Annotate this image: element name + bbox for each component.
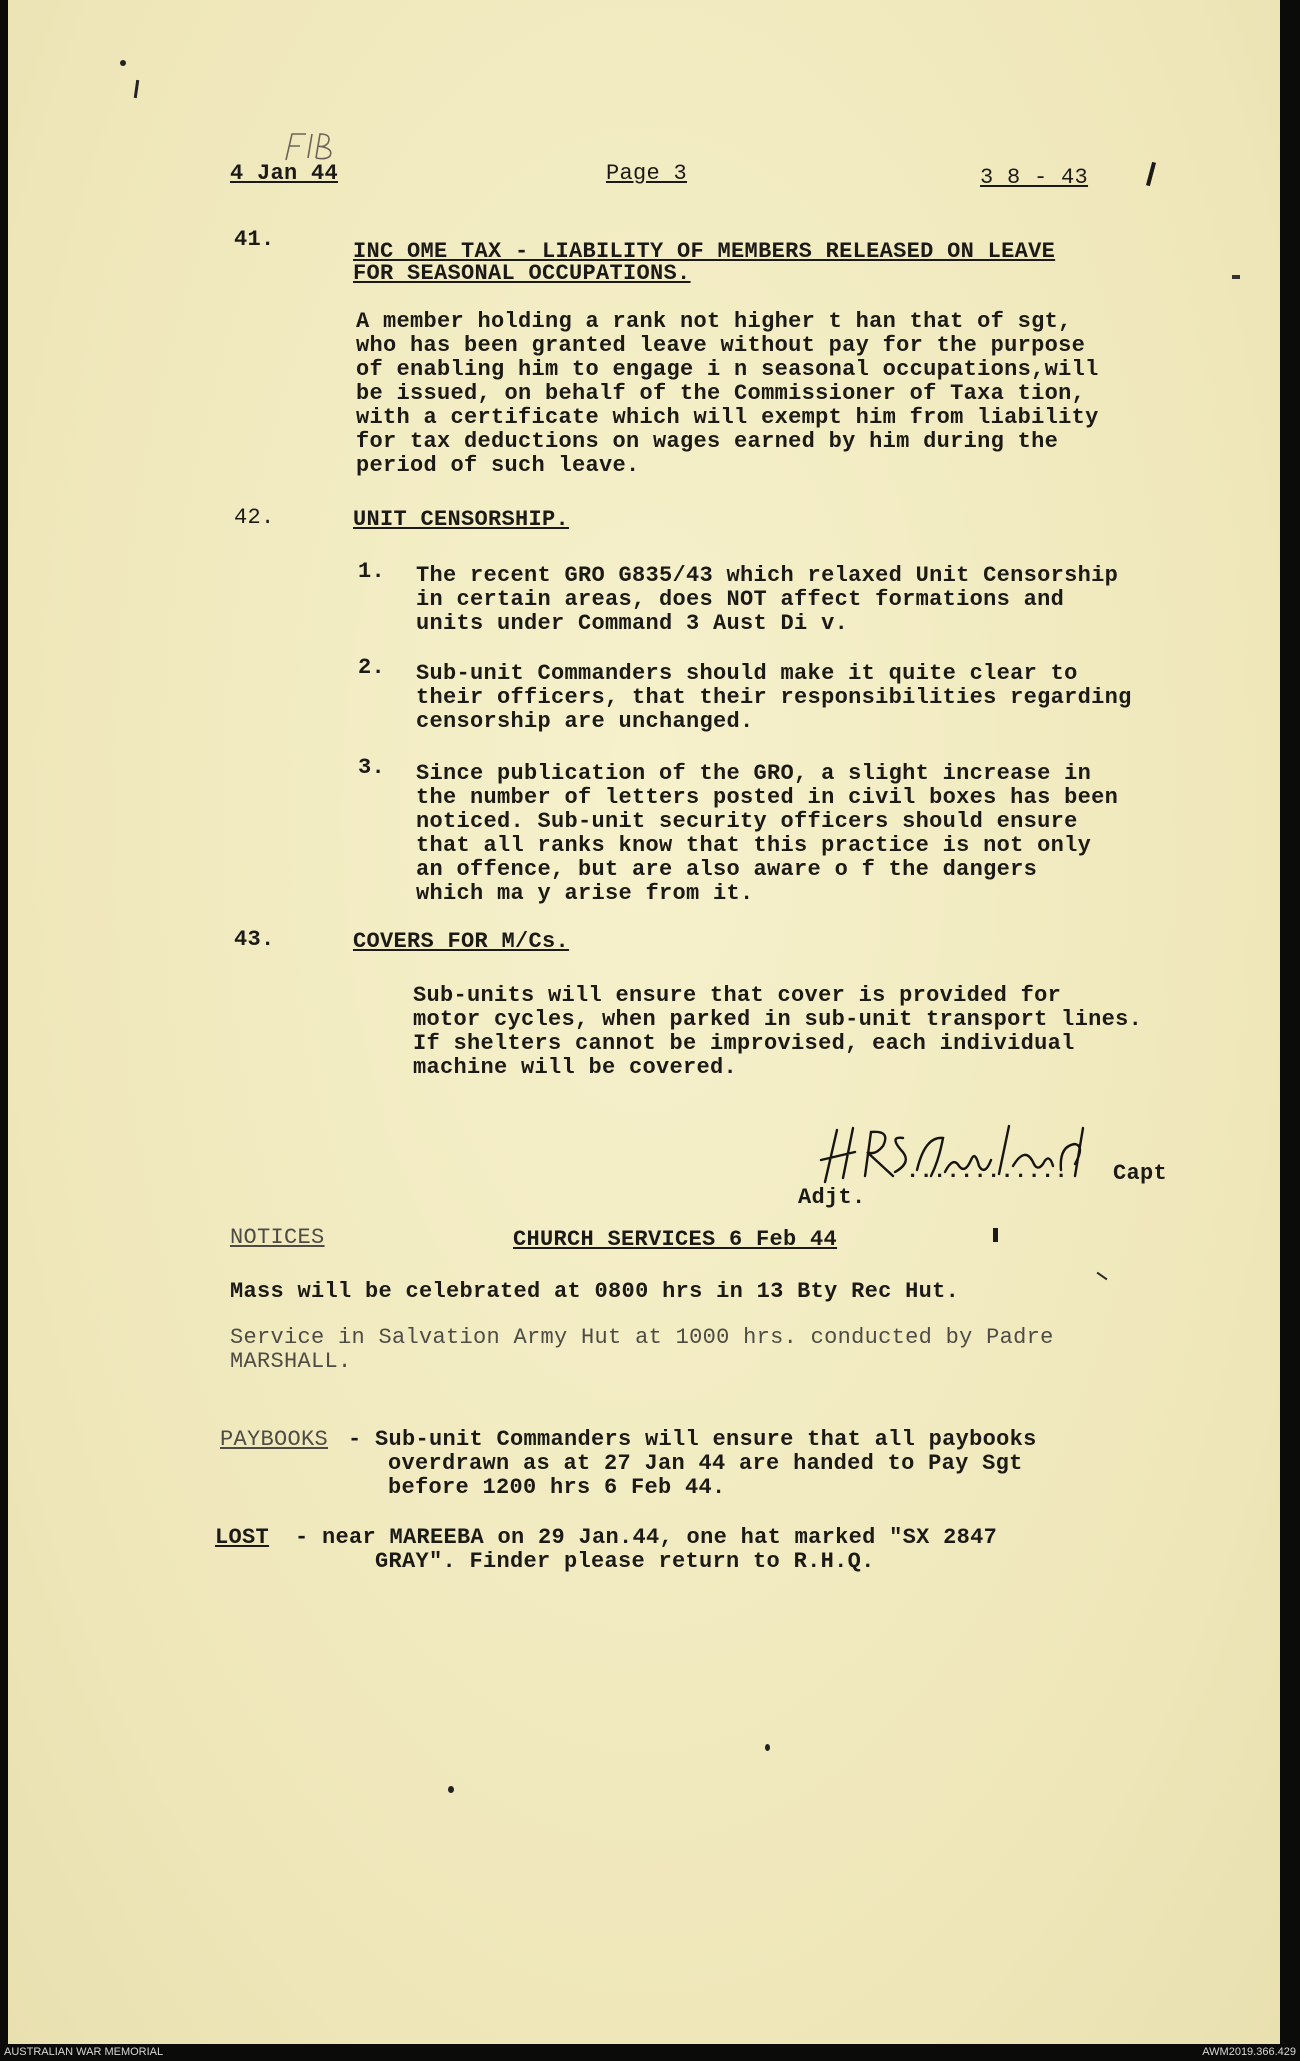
text-line: The recent GRO G835/43 which relaxed Unit Censorship	[416, 563, 1119, 588]
paybooks-label: PAYBOOKS	[220, 1427, 329, 1452]
text-line: - Sub-unit Commanders will ensure that all paybooks	[348, 1427, 1037, 1452]
service-notice: MARSHALL.	[230, 1349, 352, 1374]
ink-mark	[134, 80, 139, 98]
footer-right: AWM2019.366.429	[1202, 2046, 1296, 2058]
text-line: Sub-unit Commanders should make it quite clear to	[416, 661, 1078, 686]
text-line: Sub-units will ensure that cover is provided for	[413, 983, 1062, 1008]
text-line: that all ranks know that this practice is not only	[416, 833, 1092, 858]
ink-mark	[1232, 275, 1240, 279]
item-body	[356, 310, 1099, 478]
text-line: A member holding a rank not higher t han that of sgt,	[356, 309, 1072, 334]
signature-rank: Capt	[1113, 1161, 1168, 1186]
ink-mark	[1097, 1272, 1108, 1281]
text-line: units under Command 3 Aust Di v.	[416, 611, 849, 636]
signature-dots: ............	[906, 1159, 1069, 1184]
ink-mark	[993, 1228, 998, 1242]
subitem-body	[416, 564, 1118, 636]
text-line: - near MAREEBA on 29 Jan.44, one hat marked "SX 2847	[295, 1525, 998, 1550]
signature	[813, 1116, 1103, 1196]
ink-mark	[448, 1786, 454, 1793]
church-services-title: CHURCH SERVICES 6 Feb 44	[513, 1227, 838, 1252]
subitem-number: 2.	[358, 655, 386, 680]
text-line: before 1200 hrs 6 Feb 44.	[388, 1475, 726, 1500]
page-number: Page 3	[606, 161, 688, 186]
text-line: censorship are unchanged.	[416, 709, 754, 734]
text-line: their officers, that their responsibilities regarding	[416, 685, 1132, 710]
item-title: COVERS FOR M/Cs.	[353, 929, 570, 954]
item-title: INC OME TAX - LIABILITY OF MEMBERS RELEASED ON LEAVE	[353, 239, 1056, 264]
item-number: 43.	[234, 927, 275, 952]
handwritten-tick	[1146, 162, 1156, 186]
item-number: 42.	[234, 505, 275, 530]
document-date: 4 Jan 44	[230, 161, 339, 186]
text-line: overdrawn as at 27 Jan 44 are handed to Pay Sgt	[388, 1451, 1023, 1476]
ink-mark	[765, 1744, 770, 1751]
ink-mark	[120, 60, 126, 66]
item-title: FOR SEASONAL OCCUPATIONS.	[353, 261, 691, 286]
text-line: motor cycles, when parked in sub-unit transport lines.	[413, 1007, 1143, 1032]
text-line: which ma y arise from it.	[416, 881, 754, 906]
document-page	[8, 0, 1280, 2044]
lost-label: LOST	[215, 1525, 270, 1550]
text-line: noticed. Sub-unit security officers should ensure	[416, 809, 1078, 834]
subitem-number: 1.	[358, 559, 386, 584]
text-line: If shelters cannot be improvised, each individual	[413, 1031, 1075, 1056]
item-body	[413, 984, 1142, 1080]
footer-left: AUSTRALIAN WAR MEMORIAL	[4, 2046, 164, 2058]
text-line: the number of letters posted in civil boxes has been	[416, 785, 1119, 810]
mass-notice: Mass will be celebrated at 0800 hrs in 13 Bty Rec Hut.	[230, 1279, 960, 1304]
text-line: an offence, but are also aware o f the dangers	[416, 857, 1038, 882]
lost-notice	[295, 1526, 997, 1574]
subitem-number: 3.	[358, 755, 386, 780]
item-number: 41.	[234, 227, 275, 252]
paybooks-notice	[348, 1428, 1037, 1500]
signature-role: Adjt.	[798, 1185, 866, 1210]
text-line: period of such leave.	[356, 453, 640, 478]
text-line: who has been granted leave without pay for the purpose	[356, 333, 1086, 358]
subitem-body	[416, 662, 1132, 734]
item-title: UNIT CENSORSHIP.	[353, 507, 570, 532]
text-line: with a certificate which will exempt him from liability	[356, 405, 1099, 430]
subitem-body	[416, 762, 1118, 906]
text-line: machine will be covered.	[413, 1055, 738, 1080]
service-notice: Service in Salvation Army Hut at 1000 hrs. conducted by Padre	[230, 1325, 1054, 1350]
document-reference: 3 8 - 43	[980, 165, 1089, 190]
text-line: of enabling him to engage i n seasonal occupations,will	[356, 357, 1099, 382]
notices-label: NOTICES	[230, 1225, 325, 1250]
text-line: for tax deductions on wages earned by him during the	[356, 429, 1059, 454]
text-line: Since publication of the GRO, a slight increase in	[416, 761, 1092, 786]
text-line: in certain areas, does NOT affect formations and	[416, 587, 1065, 612]
text-line: be issued, on behalf of the Commissioner of Taxa tion,	[356, 381, 1086, 406]
text-line: GRAY". Finder please return to R.H.Q.	[375, 1549, 875, 1574]
